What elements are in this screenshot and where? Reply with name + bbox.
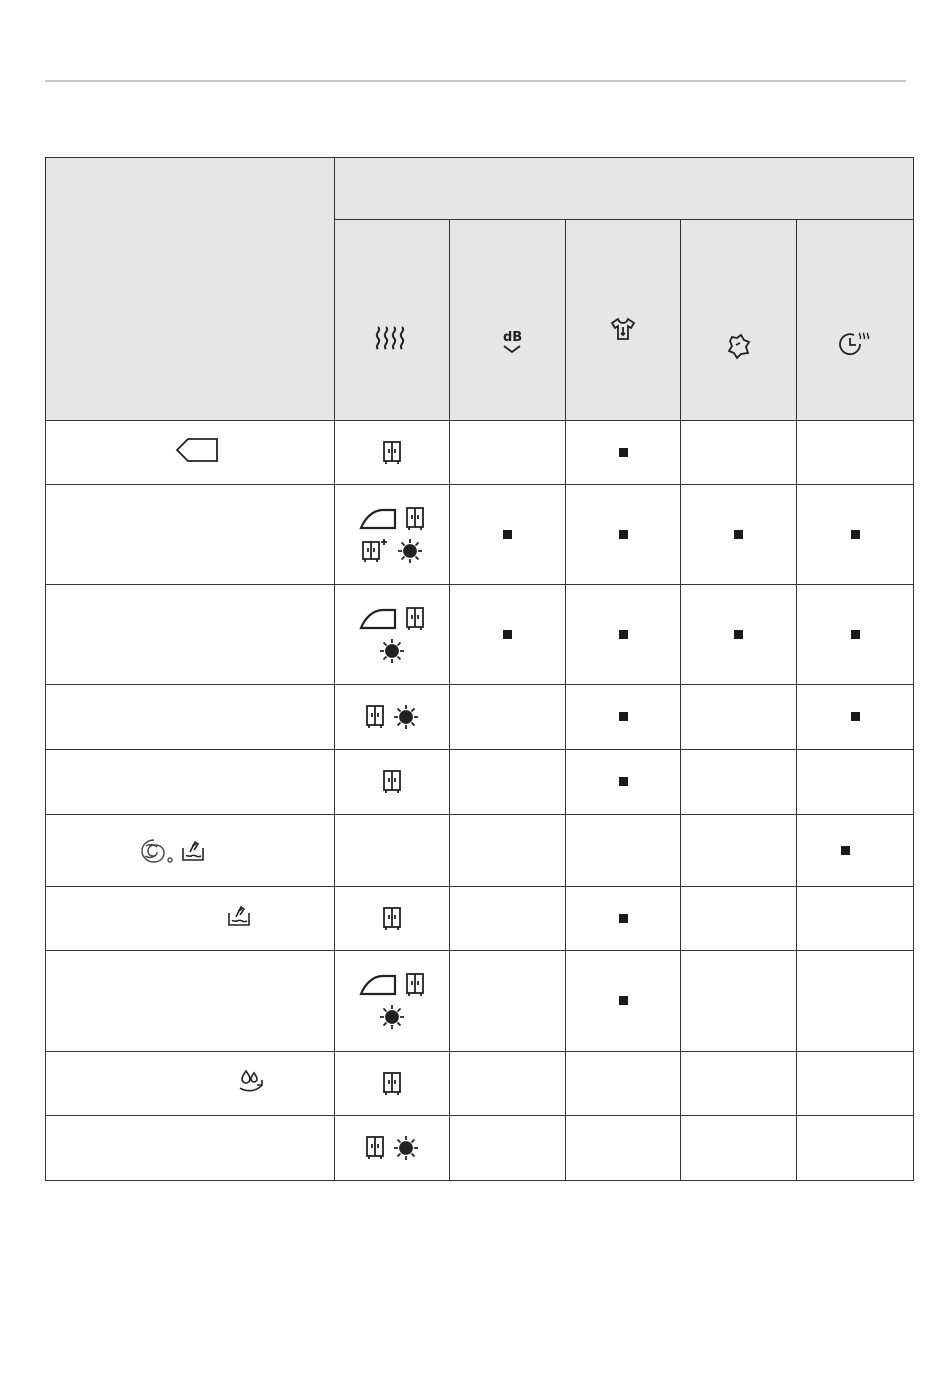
option-cell	[566, 750, 681, 815]
table-row	[46, 1116, 914, 1181]
cupboard-icon	[405, 506, 425, 532]
option-header-drying-level	[335, 220, 450, 421]
option-cell	[450, 1116, 566, 1181]
handwash-icon	[226, 903, 252, 929]
handwash-icon	[180, 838, 206, 864]
option-cell	[566, 585, 681, 685]
option-cell	[450, 585, 566, 685]
option-available-mark	[734, 530, 743, 539]
low-noise-db-icon	[501, 328, 529, 356]
sun-icon	[397, 538, 423, 564]
option-available-mark	[619, 777, 628, 786]
option-cell	[681, 1116, 797, 1181]
sun-icon	[393, 1135, 419, 1161]
anti-crease-icon	[726, 333, 752, 359]
drying-level-cell	[335, 585, 450, 685]
option-available-mark	[619, 712, 628, 721]
option-cell	[566, 421, 681, 485]
program-cell	[46, 585, 335, 685]
option-available-mark	[734, 630, 743, 639]
top-rule	[45, 80, 906, 82]
option-cell	[681, 951, 797, 1052]
refresh-drops-icon	[238, 1068, 268, 1094]
option-header-anti-crease	[681, 220, 797, 421]
option-cell	[681, 585, 797, 685]
drying-level-cell	[335, 951, 450, 1052]
option-cell	[797, 685, 914, 750]
cupboard-icon	[382, 440, 402, 466]
option-cell	[797, 485, 914, 585]
table-row	[46, 585, 914, 685]
table-row	[46, 485, 914, 585]
program-cell	[46, 1052, 335, 1116]
option-cell	[450, 815, 566, 887]
svg-text:dB: dB	[502, 329, 522, 345]
iron-icon	[359, 508, 397, 530]
option-cell	[450, 421, 566, 485]
option-cell	[566, 685, 681, 750]
tag-icon	[175, 437, 219, 463]
program-cell	[46, 1116, 335, 1181]
option-cell	[450, 887, 566, 951]
drying-level-cell	[335, 421, 450, 485]
drying-level-cell	[335, 685, 450, 750]
drying-level-cell	[335, 1116, 450, 1181]
iron-icon	[359, 608, 397, 630]
option-cell	[681, 485, 797, 585]
sun-icon	[393, 704, 419, 730]
drying-level-cell	[335, 1052, 450, 1116]
option-available-mark	[503, 630, 512, 639]
option-header-low-noise	[450, 220, 566, 421]
shirt-icon	[610, 317, 636, 341]
drying-level-cell	[335, 815, 450, 887]
time-steam-icon	[838, 330, 872, 358]
option-cell	[681, 685, 797, 750]
options-group-header	[335, 158, 914, 220]
option-cell	[797, 887, 914, 951]
header-row-1	[46, 158, 914, 220]
option-available-mark	[503, 530, 512, 539]
option-available-mark	[619, 996, 628, 1005]
program-cell	[46, 887, 335, 951]
cupboard-icon	[405, 606, 425, 632]
option-header-shirt	[566, 220, 681, 421]
option-cell	[566, 1052, 681, 1116]
option-cell	[797, 585, 914, 685]
option-cell	[681, 887, 797, 951]
sun-icon	[379, 638, 405, 664]
program-cell	[46, 815, 335, 887]
option-available-mark	[619, 530, 628, 539]
option-cell	[450, 750, 566, 815]
option-cell	[797, 951, 914, 1052]
table-row	[46, 951, 914, 1052]
cupboard-icon	[382, 906, 402, 932]
option-available-mark	[619, 630, 628, 639]
program-cell	[46, 485, 335, 585]
option-cell	[450, 1052, 566, 1116]
option-cell	[797, 1052, 914, 1116]
option-available-mark	[851, 712, 860, 721]
program-cell	[46, 685, 335, 750]
option-available-mark	[851, 530, 860, 539]
option-cell	[681, 750, 797, 815]
option-available-mark	[619, 448, 628, 457]
option-cell	[797, 750, 914, 815]
cupboard-icon	[405, 972, 425, 998]
sun-icon	[379, 1004, 405, 1030]
table-row	[46, 1052, 914, 1116]
option-cell	[566, 1116, 681, 1181]
table-row	[46, 750, 914, 815]
option-cell	[681, 1052, 797, 1116]
option-cell	[566, 887, 681, 951]
drying-level-cell	[335, 750, 450, 815]
option-cell	[450, 485, 566, 585]
program-cell	[46, 421, 335, 485]
option-cell	[566, 815, 681, 887]
drying-level-cell	[335, 887, 450, 951]
cupboard-icon	[382, 769, 402, 795]
table-row	[46, 685, 914, 750]
iron-icon	[359, 974, 397, 996]
drying-level-cell	[335, 485, 450, 585]
option-available-mark	[619, 914, 628, 923]
option-cell	[566, 951, 681, 1052]
option-available-mark	[841, 846, 850, 855]
option-available-mark	[851, 630, 860, 639]
option-cell	[797, 421, 914, 485]
program-cell	[46, 750, 335, 815]
table-row	[46, 815, 914, 887]
program-options-table	[45, 157, 914, 1181]
program-cell	[46, 951, 335, 1052]
option-cell	[681, 421, 797, 485]
option-header-time-steam	[797, 220, 914, 421]
option-cell	[450, 685, 566, 750]
cupboard-plus-icon	[361, 538, 389, 564]
option-cell	[681, 815, 797, 887]
heat-waves-icon	[374, 325, 410, 351]
table-row	[46, 421, 914, 485]
table-row	[46, 887, 914, 951]
option-cell	[797, 815, 914, 887]
program-header-cell	[46, 158, 335, 421]
cupboard-icon	[365, 1135, 385, 1161]
woolmark-icon	[140, 838, 174, 864]
option-cell	[797, 1116, 914, 1181]
cupboard-icon	[382, 1071, 402, 1097]
option-cell	[450, 951, 566, 1052]
cupboard-icon	[365, 704, 385, 730]
option-cell	[566, 485, 681, 585]
